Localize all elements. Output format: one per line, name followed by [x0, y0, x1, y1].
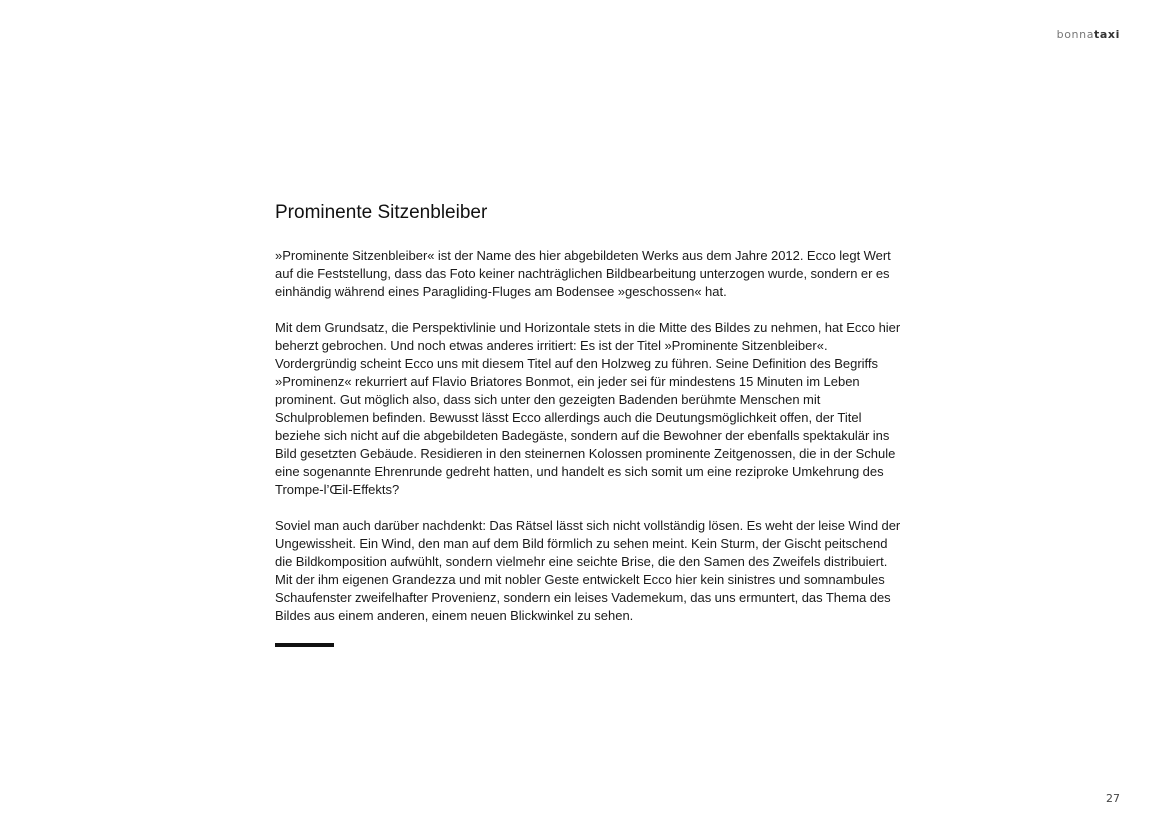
- article-paragraph-2: Mit dem Grundsatz, die Perspektivlinie und Horizontale stets in die Mitte des Bildes zu nehmen, hat Ecco hier beherzt gebrochen. Und noch etwas anderes irritiert: Es ist der Titel »Prominente Sitzenbleiber«. Vordergründig scheint Ecco uns mit diesem Titel auf den Holzweg zu führen. Seine Definition des Begriffs »Prominenz« rekurriert auf Flavio Briatores Bonmot, ein jeder sei für mindestens 15 Minuten im Leben prominent. Gut möglich also, dass sich unter den gezeigten Badenden berühmte Menschen mit Schulproblemen befinden. Bewusst lässt Ecco allerdings auch die Deutungsmöglichkeit offen, der Titel beziehe sich nicht auf die abgebildeten Badegäste, sondern auf die Bewohner der ebenfalls spektakulär ins Bild gesetzten Gebäude. Residieren in den steinernen Kolossen prominente Zeitgenossen, die in der Schule eine sogenannte Ehrenrunde gedreht hatten, und handelt es sich somit um eine reziproke Umkehrung des Trompe-l’Œil-Effekts?: [275, 320, 901, 497]
- article: [275, 201, 907, 647]
- article-title: Prominente Sitzenbleiber: [275, 202, 488, 223]
- brand-logo: [1057, 28, 1120, 41]
- logo-bold-text: taxi: [1094, 28, 1120, 41]
- article-paragraph-1: »Prominente Sitzenbleiber« ist der Name des hier abgebildeten Werks aus dem Jahre 2012. Ecco legt Wert auf die Feststellung, dass das Foto keiner nachträglichen Bildbearbeitung unterzogen wurde, sondern er es einhändig während eines Paragliding-Fluges am Bodensee »geschossen« hat.: [275, 248, 891, 299]
- logo-light-text: bonna: [1056, 28, 1095, 41]
- page-number: 27: [1106, 792, 1120, 805]
- closing-rule: [275, 643, 334, 647]
- article-paragraph-3: Soviel man auch darüber nachdenkt: Das Rätsel lässt sich nicht vollständig lösen. Es weht der leise Wind der Ungewissheit. Ein Wind, den man auf dem Bild förmlich zu sehen meint. Kein Sturm, der Gischt peitschend die Bildkomposition aufwühlt, sondern vielmehr eine seichte Brise, die den Samen des Zweifels distribuiert. Mit der ihm eigenen Grandezza und mit nobler Geste entwickelt Ecco hier kein sinistres und somnambules Schaufenster zweifelhafter Provenienz, sondern ein leises Vademekum, das uns ermuntert, das Thema des Bildes aus einem anderen, einem neuen Blickwinkel zu sehen.: [275, 518, 901, 623]
